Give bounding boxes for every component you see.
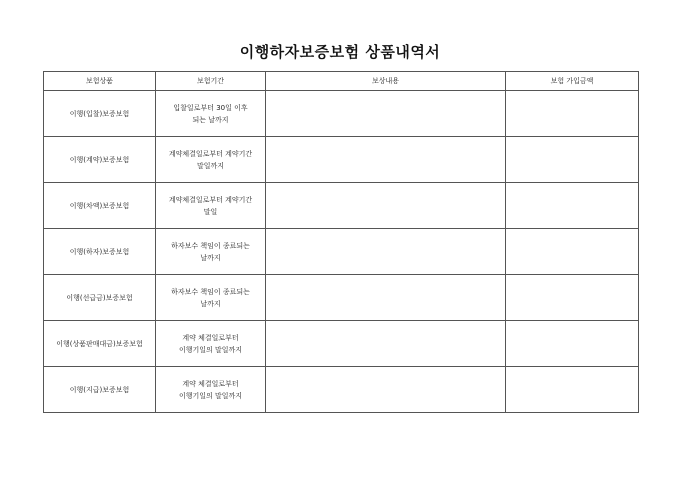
coverage-cell[interactable]: [266, 91, 506, 137]
product-cell: 이행(지급)보증보험: [44, 367, 156, 413]
period-line: 날까지: [200, 299, 221, 308]
amount-cell[interactable]: [506, 275, 639, 321]
period-line: 입찰일로부터 30일 이후: [173, 103, 248, 112]
product-cell: 이행(선급금)보증보험: [44, 275, 156, 321]
table-row: [44, 91, 639, 137]
column-header-period: 보험기간: [156, 72, 266, 91]
amount-cell[interactable]: [506, 321, 639, 367]
period-cell: [156, 275, 266, 321]
amount-cell[interactable]: [506, 367, 639, 413]
document-title: 이행하자보증보험 상품내역서: [239, 43, 441, 61]
coverage-cell[interactable]: [266, 321, 506, 367]
period-line: 이행기일의 말일까지: [178, 391, 243, 400]
period-cell: [156, 183, 266, 229]
table-row: [44, 137, 639, 183]
period-line: 말일: [203, 207, 218, 216]
table-row: [44, 183, 639, 229]
amount-cell[interactable]: [506, 137, 639, 183]
period-line: 날까지: [200, 253, 221, 262]
period-line: 되는 날까지: [192, 115, 229, 124]
period-line: 하자보수 책임이 종료되는: [171, 287, 250, 296]
coverage-cell[interactable]: [266, 183, 506, 229]
product-cell: 이행(입찰)보증보험: [44, 91, 156, 137]
period-cell: [156, 367, 266, 413]
amount-cell[interactable]: [506, 91, 639, 137]
amount-cell[interactable]: [506, 229, 639, 275]
table-row: [44, 229, 639, 275]
period-line: 말일까지: [196, 161, 225, 170]
product-cell: 이행(하자)보증보험: [44, 229, 156, 275]
period-line: 계약 체결일로부터: [182, 379, 239, 388]
table-row: [44, 367, 639, 413]
period-line: 계약체결일로부터 계약기간: [168, 149, 253, 158]
coverage-cell[interactable]: [266, 367, 506, 413]
amount-cell[interactable]: [506, 183, 639, 229]
product-table: [43, 71, 639, 413]
product-cell: 이행(계약)보증보험: [44, 137, 156, 183]
period-line: 계약 체결일로부터: [182, 333, 239, 342]
period-line: 이행기일의 말일까지: [178, 345, 243, 354]
period-cell: [156, 137, 266, 183]
table-header-row: [44, 72, 639, 91]
period-cell: [156, 229, 266, 275]
coverage-cell[interactable]: [266, 229, 506, 275]
period-cell: [156, 321, 266, 367]
period-line: 하자보수 책임이 종료되는: [171, 241, 250, 250]
column-header-coverage: 보상내용: [266, 72, 506, 91]
product-cell: 이행(차액)보증보험: [44, 183, 156, 229]
period-cell: [156, 91, 266, 137]
coverage-cell[interactable]: [266, 137, 506, 183]
coverage-cell[interactable]: [266, 275, 506, 321]
column-header-product: 보험상품: [44, 72, 156, 91]
table-row: [44, 275, 639, 321]
column-header-amount: 보험 가입금액: [506, 72, 639, 91]
product-cell: 이행(상품판매대금)보증보험: [44, 321, 156, 367]
period-line: 계약체결일로부터 계약기간: [168, 195, 253, 204]
table-row: [44, 321, 639, 367]
